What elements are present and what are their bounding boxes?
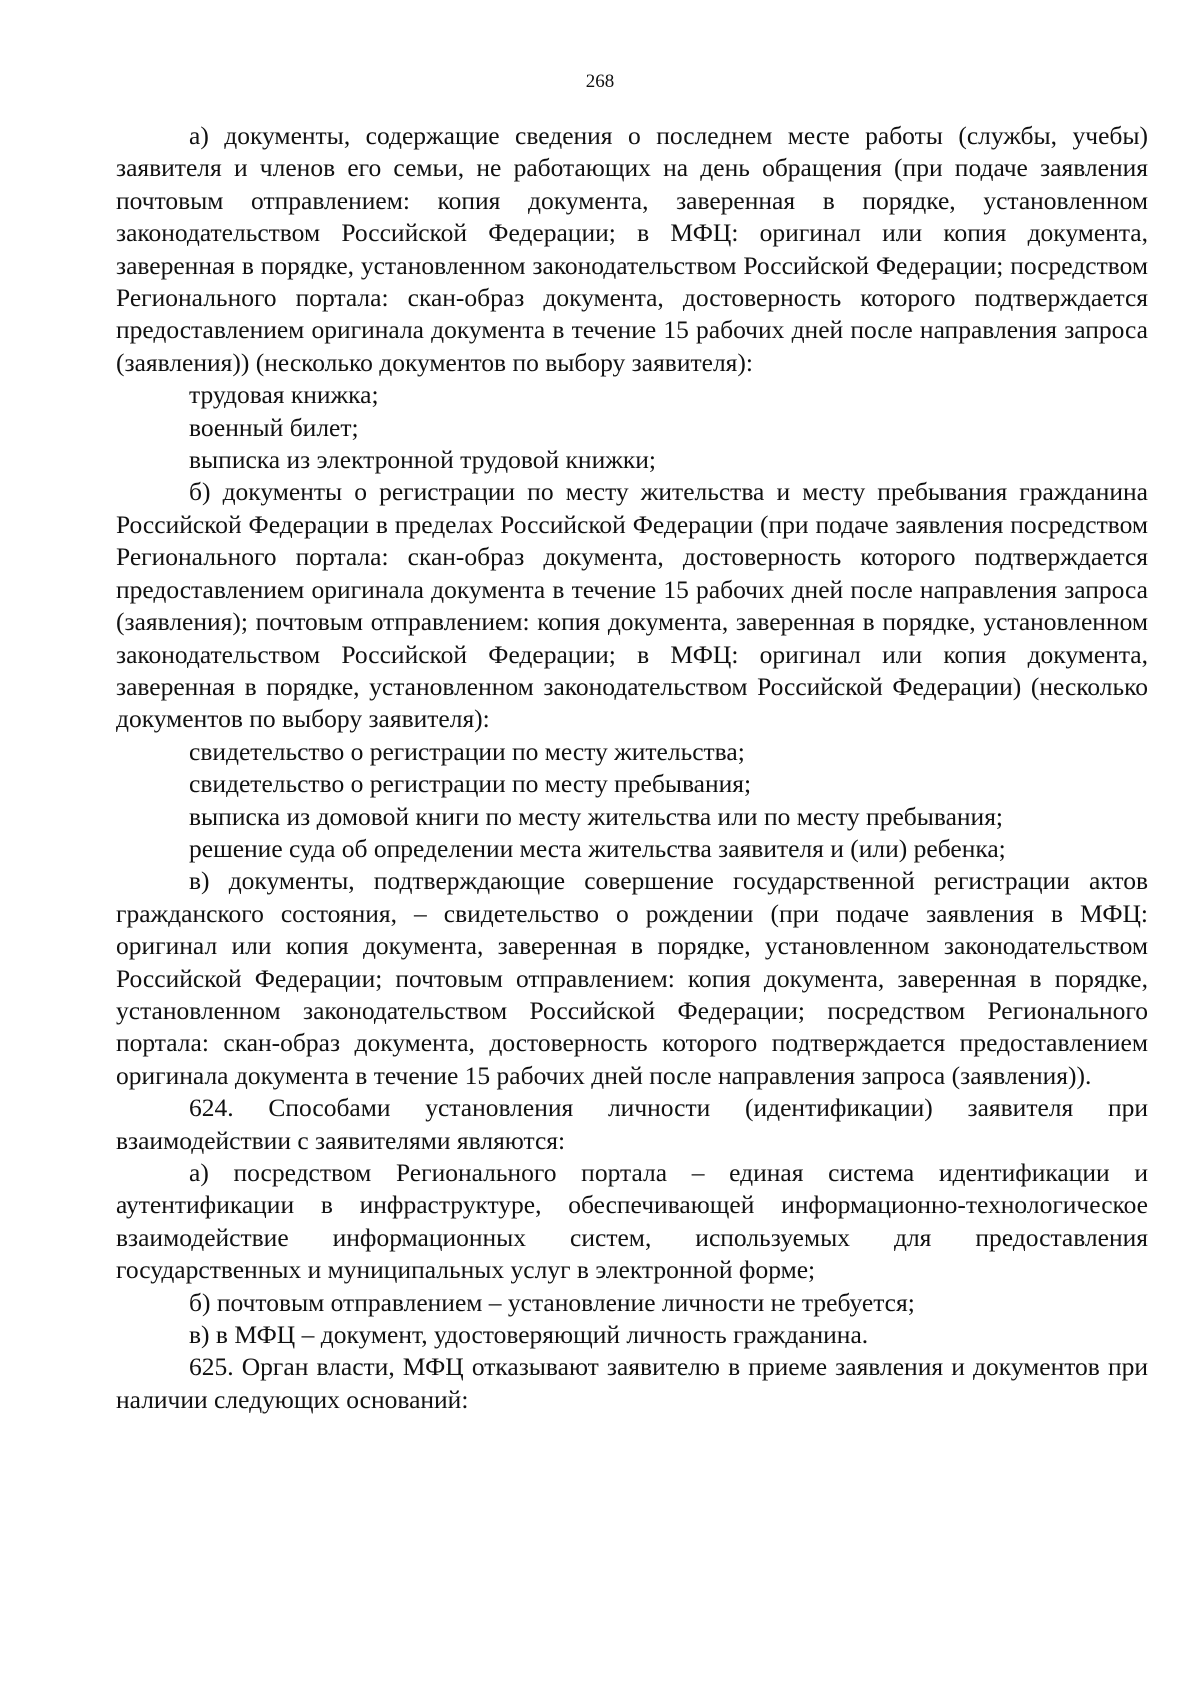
paragraph-624-v-mfc: в) в МФЦ – документ, удостоверяющий личность гражданина. [189, 1320, 869, 1350]
list-item-residence-certificate: свидетельство о регистрации по месту жительства; [189, 736, 745, 766]
page-number: 268 [585, 71, 615, 92]
paragraph-625-refusal-grounds: 625. Орган власти, МФЦ отказывают заявителю в приеме заявления и документов при наличии следующих оснований: [116, 1352, 1148, 1414]
list-item-military-id: военный билет; [189, 412, 359, 442]
paragraph-624-b-mail: б) почтовым отправлением – установление личности не требуется; [189, 1287, 915, 1317]
list-item-electronic-labor-book: выписка из электронной трудовой книжки; [189, 445, 656, 475]
list-item-stay-certificate: свидетельство о регистрации по месту пребывания; [189, 769, 752, 799]
list-item-house-book-extract: выписка из домовой книги по месту жительства или по месту пребывания; [189, 801, 1004, 831]
paragraph-624-identification: 624. Способами установления личности (идентификации) заявителя при взаимодействии с заявителями являются: [116, 1093, 1148, 1155]
paragraph-624-a-portal: а) посредством Регионального портала – единая система идентификации и аутентификации в инфраструктуре, обеспечивающей информационно-технологическое взаимодействие информационных систем, используемых для предоставления государственных и муниципальных услуг в электронной форме; [116, 1158, 1148, 1285]
list-item-court-decision: решение суда об определении места жительства заявителя и (или) ребенка; [189, 833, 1006, 863]
paragraph-a-work-documents: а) документы, содержащие сведения о последнем месте работы (службы, учебы) заявителя и членов его семьи, не работающих на день обращения (при подаче заявления почтовым отправлением: копия документа, заверенная в порядке, установленном законодательством Российской Федерации; в МФЦ: оригинал или копия документа, заверенная в порядке, установленном законодательством Российской Федерации; посредством Регионального портала: скан-образ документа, достоверность которого подтверждается предоставлением оригинала документа в течение 15 рабочих дней после направления запроса (заявления)) (несколько документов по выбору заявителя): [116, 121, 1148, 377]
list-item-labor-book: трудовая книжка; [189, 380, 379, 410]
document-body [116, 120, 1148, 1416]
paragraph-b-registration-documents: б) документы о регистрации по месту жительства и месту пребывания гражданина Российской Федерации в пределах Российской Федерации (при подаче заявления посредством Регионального портала: скан-образ документа, достоверность которого подтверждается предоставлением оригинала документа в течение 15 рабочих дней после направления запроса (заявления); почтовым отправлением: копия документа, заверенная в порядке, установленном законодательством Российской Федерации; в МФЦ: оригинал или копия документа, заверенная в порядке, установленном законодательством Российской Федерации) (несколько документов по выбору заявителя): [116, 477, 1148, 734]
paragraph-v-civil-status-documents: в) документы, подтверждающие совершение государственной регистрации актов гражданского состояния, – свидетельство о рождении (при подаче заявления в МФЦ: оригинал или копия документа, заверенная в порядке, установленном законодательством Российской Федерации; почтовым отправлением: копия документа, заверенная в порядке, установленном законодательством Российской Федерации; посредством Регионального портала: скан-образ документа, достоверность которого подтверждается предоставлением оригинала документа в течение 15 рабочих дней после направления запроса (заявления)). [116, 866, 1148, 1090]
